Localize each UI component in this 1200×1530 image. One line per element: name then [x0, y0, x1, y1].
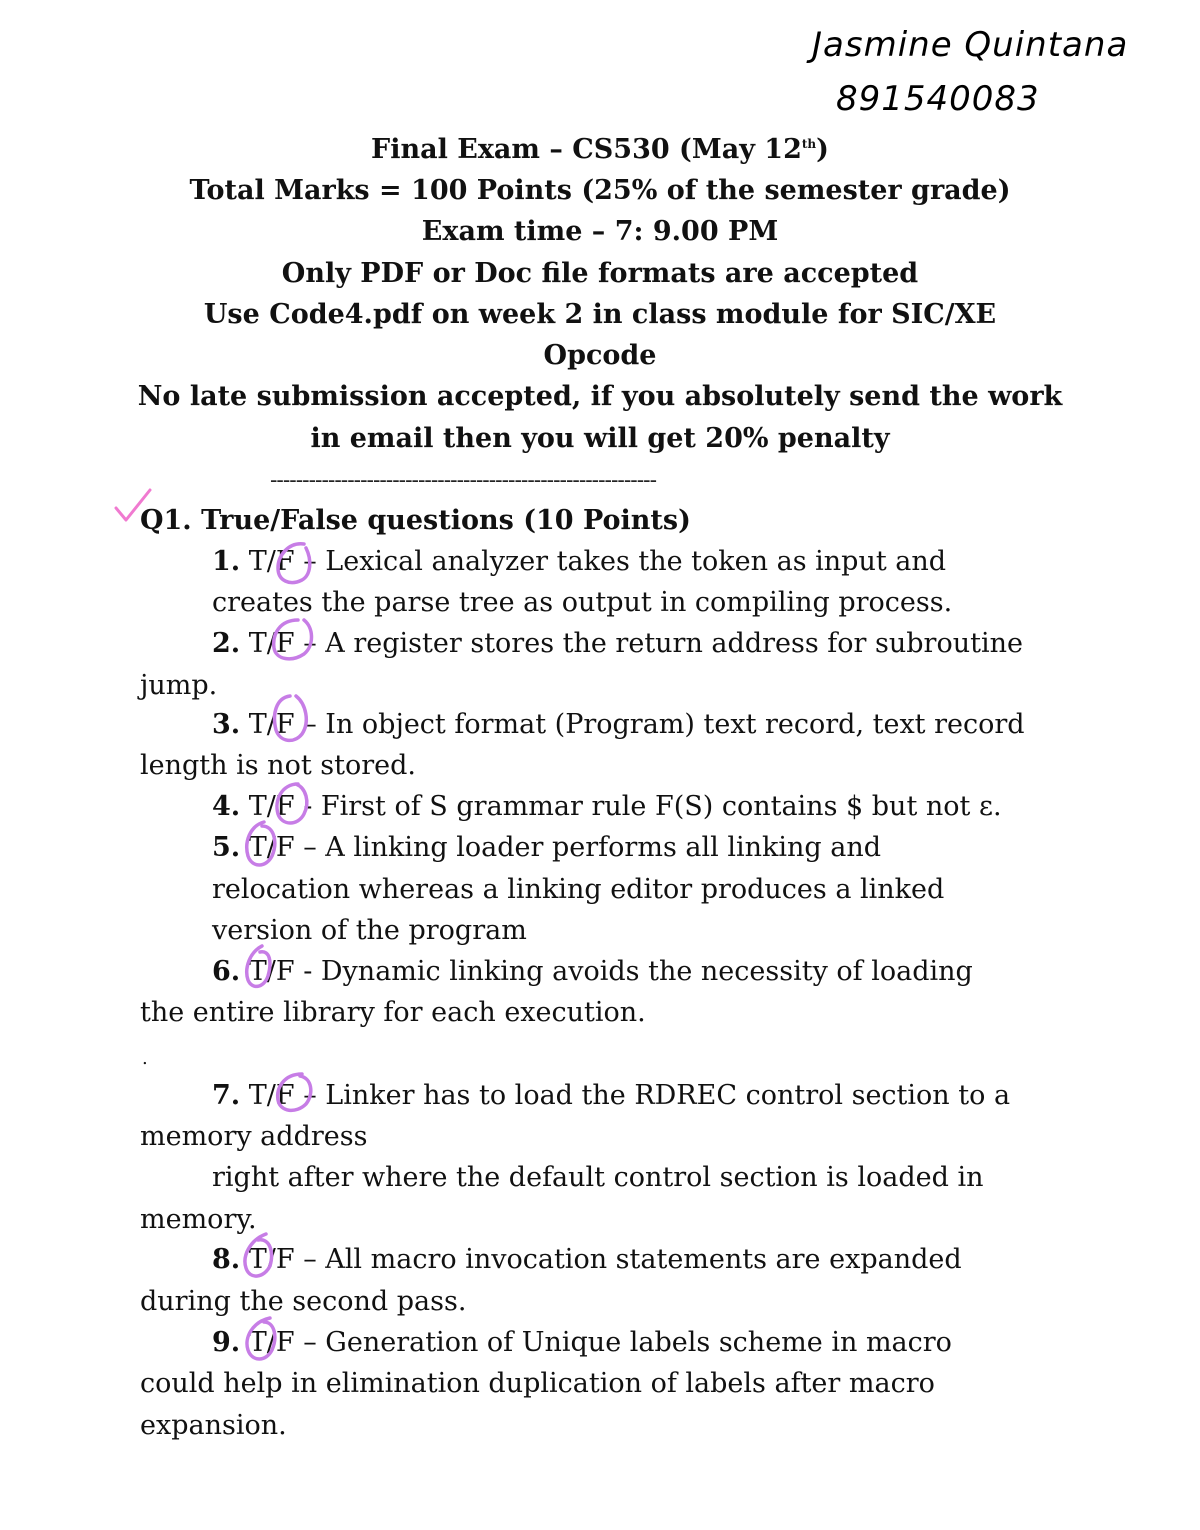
question-1: 1. T/F – Lexical analyzer takes the token as input and	[212, 546, 947, 577]
question-7-cont3: memory.	[140, 1204, 257, 1235]
question-9: 9. T/F – Generation of Unique labels scheme in macro	[212, 1327, 952, 1358]
student-name-handwritten: Jasmine Quintana	[812, 25, 1129, 65]
late-policy-line1: No late submission accepted, if you absolutely send the work	[137, 381, 1063, 412]
question-1-cont: creates the parse tree as output in compiling process.	[212, 587, 953, 618]
question-9-cont2: expansion.	[140, 1410, 287, 1441]
question-7-cont1: memory address	[140, 1121, 368, 1152]
question-4: 4. T/F - First of S grammar rule F(S) contains $ but not ε.	[212, 791, 1002, 822]
file-format-note: Only PDF or Doc file formats are accepted	[281, 258, 919, 289]
question-6-cont: the entire library for each execution.	[140, 997, 646, 1028]
total-marks: Total Marks = 100 Points (25% of the semester grade)	[189, 175, 1011, 206]
question-3: 3. T/F – In object format (Program) text record, text record	[212, 709, 1025, 740]
stray-mark: .	[142, 1048, 148, 1069]
exam-time: Exam time – 7: 9.00 PM	[421, 216, 779, 247]
question-2-cont: jump.	[140, 670, 218, 701]
question-9-cont1: could help in elimination duplication of labels after macro	[140, 1368, 935, 1399]
exam-title: Final Exam – CS530 (May 12th)	[371, 134, 829, 165]
question-2: 2. T/F – A register stores the return address for subroutine	[212, 628, 1023, 659]
question-7-cont2: right after where the default control section is loaded in	[212, 1162, 984, 1193]
section-title: Q1. True/False questions (10 Points)	[140, 505, 691, 536]
question-6: 6. T/F - Dynamic linking avoids the necessity of loading	[212, 956, 973, 987]
question-5-cont2: version of the program	[212, 915, 527, 946]
question-5: 5. T/F – A linking loader performs all linking and	[212, 832, 882, 863]
divider-line: ------------------------------------------------------------	[270, 468, 657, 493]
question-5-cont1: relocation whereas a linking editor produces a linked	[212, 874, 945, 905]
late-policy-line2: in email then you will get 20% penalty	[310, 423, 890, 454]
question-3-cont: length is not stored.	[140, 750, 416, 781]
student-id-handwritten: 891540083	[836, 79, 1040, 119]
opcode-note-line1: Use Code4.pdf on week 2 in class module for SIC/XE	[203, 299, 997, 330]
question-8: 8. T/F – All macro invocation statements are expanded	[212, 1244, 962, 1275]
question-8-cont: during the second pass.	[140, 1286, 467, 1317]
question-7: 7. T/F – Linker has to load the RDREC control section to a	[212, 1080, 1011, 1111]
opcode-note-line2: Opcode	[543, 340, 657, 371]
